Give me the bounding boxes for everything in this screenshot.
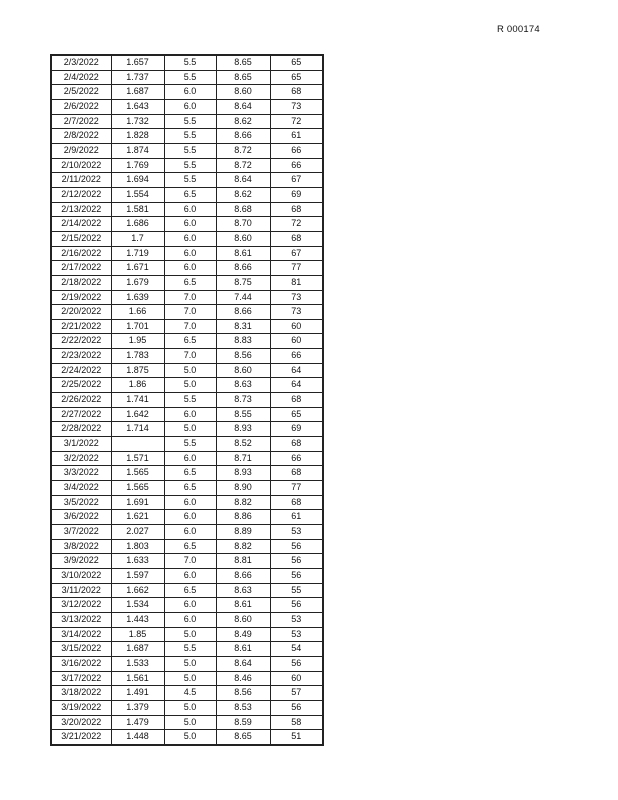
table-row: [51, 158, 323, 173]
value-c-cell: 8.70: [216, 217, 270, 232]
value-c-cell: 8.82: [216, 539, 270, 554]
value-d-cell: 72: [270, 217, 323, 232]
date-cell: 3/12/2022: [51, 598, 111, 613]
value-b-cell: 5.5: [164, 70, 216, 85]
value-c-cell: 8.72: [216, 158, 270, 173]
value-c-cell: 8.52: [216, 437, 270, 452]
value-c-cell: 8.65: [216, 70, 270, 85]
date-cell: 3/14/2022: [51, 627, 111, 642]
date-cell: 2/13/2022: [51, 202, 111, 217]
table-row: [51, 422, 323, 437]
value-c-cell: 8.68: [216, 202, 270, 217]
date-cell: 2/19/2022: [51, 290, 111, 305]
value-b-cell: 5.0: [164, 715, 216, 730]
value-d-cell: 68: [270, 495, 323, 510]
date-cell: 3/10/2022: [51, 568, 111, 583]
value-d-cell: 66: [270, 451, 323, 466]
date-cell: 3/8/2022: [51, 539, 111, 554]
value-c-cell: 8.66: [216, 568, 270, 583]
value-a-cell: 1.533: [111, 656, 164, 671]
value-c-cell: 8.59: [216, 715, 270, 730]
value-c-cell: 8.60: [216, 231, 270, 246]
value-d-cell: 73: [270, 99, 323, 114]
value-b-cell: 5.5: [164, 55, 216, 70]
value-b-cell: 6.0: [164, 261, 216, 276]
table-row: [51, 99, 323, 114]
table-body: [51, 55, 323, 745]
value-d-cell: 65: [270, 407, 323, 422]
value-c-cell: 8.64: [216, 656, 270, 671]
value-c-cell: 8.82: [216, 495, 270, 510]
value-d-cell: 69: [270, 422, 323, 437]
value-d-cell: 67: [270, 246, 323, 261]
value-c-cell: 8.62: [216, 114, 270, 129]
table-row: [51, 202, 323, 217]
value-a-cell: 1.581: [111, 202, 164, 217]
value-a-cell: 1.694: [111, 173, 164, 188]
value-a-cell: 2.027: [111, 525, 164, 540]
value-a-cell: 1.657: [111, 55, 164, 70]
value-d-cell: 66: [270, 158, 323, 173]
value-a-cell: 1.561: [111, 671, 164, 686]
table-row: [51, 686, 323, 701]
value-a-cell: 1.565: [111, 466, 164, 481]
value-a-cell: 1.621: [111, 510, 164, 525]
value-b-cell: 6.0: [164, 202, 216, 217]
value-b-cell: 6.5: [164, 466, 216, 481]
value-b-cell: 6.0: [164, 217, 216, 232]
value-b-cell: 4.5: [164, 686, 216, 701]
value-d-cell: 73: [270, 290, 323, 305]
date-cell: 3/9/2022: [51, 554, 111, 569]
value-b-cell: 6.5: [164, 481, 216, 496]
value-c-cell: 8.65: [216, 55, 270, 70]
value-b-cell: 5.5: [164, 393, 216, 408]
value-a-cell: 1.85: [111, 627, 164, 642]
table-row: [51, 275, 323, 290]
table-row: [51, 334, 323, 349]
table-row: [51, 525, 323, 540]
value-d-cell: 77: [270, 481, 323, 496]
value-c-cell: 8.72: [216, 143, 270, 158]
value-a-cell: 1.686: [111, 217, 164, 232]
date-cell: 2/9/2022: [51, 143, 111, 158]
date-cell: 2/26/2022: [51, 393, 111, 408]
table-row: [51, 129, 323, 144]
value-a-cell: 1.554: [111, 187, 164, 202]
date-cell: 2/16/2022: [51, 246, 111, 261]
value-b-cell: 6.0: [164, 495, 216, 510]
table-row: [51, 437, 323, 452]
value-c-cell: 8.66: [216, 305, 270, 320]
value-b-cell: 6.5: [164, 583, 216, 598]
date-cell: 3/11/2022: [51, 583, 111, 598]
value-a-cell: 1.732: [111, 114, 164, 129]
table-row: [51, 451, 323, 466]
date-cell: 2/25/2022: [51, 378, 111, 393]
date-cell: 3/18/2022: [51, 686, 111, 701]
date-cell: 2/18/2022: [51, 275, 111, 290]
value-a-cell: 1.643: [111, 99, 164, 114]
value-c-cell: 8.66: [216, 129, 270, 144]
date-cell: 3/6/2022: [51, 510, 111, 525]
value-a-cell: 1.741: [111, 393, 164, 408]
value-d-cell: 58: [270, 715, 323, 730]
value-d-cell: 67: [270, 173, 323, 188]
value-b-cell: 5.5: [164, 173, 216, 188]
value-c-cell: 8.81: [216, 554, 270, 569]
value-a-cell: 1.534: [111, 598, 164, 613]
value-a-cell: 1.491: [111, 686, 164, 701]
value-b-cell: 5.5: [164, 143, 216, 158]
date-cell: 3/17/2022: [51, 671, 111, 686]
value-c-cell: 8.55: [216, 407, 270, 422]
value-b-cell: 6.5: [164, 539, 216, 554]
table-row: [51, 642, 323, 657]
value-d-cell: 68: [270, 437, 323, 452]
table-row: [51, 393, 323, 408]
value-b-cell: 7.0: [164, 554, 216, 569]
value-b-cell: 7.0: [164, 305, 216, 320]
value-a-cell: 1.714: [111, 422, 164, 437]
value-a-cell: 1.737: [111, 70, 164, 85]
value-a-cell: 1.662: [111, 583, 164, 598]
value-c-cell: 8.64: [216, 173, 270, 188]
value-a-cell: 1.679: [111, 275, 164, 290]
value-c-cell: 8.53: [216, 700, 270, 715]
value-a-cell: 1.875: [111, 363, 164, 378]
value-b-cell: 6.0: [164, 246, 216, 261]
value-c-cell: 8.89: [216, 525, 270, 540]
value-b-cell: 5.5: [164, 642, 216, 657]
table-row: [51, 290, 323, 305]
value-b-cell: 6.5: [164, 187, 216, 202]
value-c-cell: 8.46: [216, 671, 270, 686]
bates-number: R 000174: [497, 24, 540, 35]
value-a-cell: 1.479: [111, 715, 164, 730]
table-row: [51, 55, 323, 70]
date-cell: 3/15/2022: [51, 642, 111, 657]
value-d-cell: 69: [270, 187, 323, 202]
value-c-cell: 8.71: [216, 451, 270, 466]
value-d-cell: 60: [270, 334, 323, 349]
value-d-cell: 53: [270, 525, 323, 540]
value-c-cell: 8.66: [216, 261, 270, 276]
value-b-cell: 5.0: [164, 627, 216, 642]
value-d-cell: 68: [270, 393, 323, 408]
value-d-cell: 68: [270, 85, 323, 100]
value-b-cell: 5.5: [164, 158, 216, 173]
value-c-cell: 8.56: [216, 349, 270, 364]
table-row: [51, 627, 323, 642]
value-d-cell: 56: [270, 568, 323, 583]
value-a-cell: 1.687: [111, 85, 164, 100]
table-row: [51, 143, 323, 158]
date-cell: 3/5/2022: [51, 495, 111, 510]
table-row: [51, 715, 323, 730]
value-b-cell: 7.0: [164, 319, 216, 334]
date-cell: 2/12/2022: [51, 187, 111, 202]
value-d-cell: 56: [270, 656, 323, 671]
value-c-cell: 8.93: [216, 422, 270, 437]
value-d-cell: 54: [270, 642, 323, 657]
value-c-cell: 8.56: [216, 686, 270, 701]
table-row: [51, 481, 323, 496]
value-d-cell: 73: [270, 305, 323, 320]
value-b-cell: 6.0: [164, 598, 216, 613]
table-row: [51, 407, 323, 422]
date-cell: 2/22/2022: [51, 334, 111, 349]
table-row: [51, 539, 323, 554]
value-c-cell: 8.62: [216, 187, 270, 202]
value-b-cell: 6.0: [164, 525, 216, 540]
value-c-cell: 8.61: [216, 246, 270, 261]
value-a-cell: 1.571: [111, 451, 164, 466]
date-cell: 2/3/2022: [51, 55, 111, 70]
table-row: [51, 656, 323, 671]
table-row: [51, 554, 323, 569]
value-b-cell: 5.0: [164, 730, 216, 745]
value-d-cell: 65: [270, 55, 323, 70]
value-d-cell: 68: [270, 231, 323, 246]
table-row: [51, 305, 323, 320]
date-cell: 3/13/2022: [51, 612, 111, 627]
value-b-cell: 6.0: [164, 510, 216, 525]
value-b-cell: 5.0: [164, 363, 216, 378]
value-c-cell: 8.60: [216, 85, 270, 100]
value-c-cell: 8.60: [216, 363, 270, 378]
value-a-cell: 1.66: [111, 305, 164, 320]
date-cell: 3/7/2022: [51, 525, 111, 540]
value-b-cell: 5.5: [164, 114, 216, 129]
value-b-cell: 6.0: [164, 568, 216, 583]
value-c-cell: 8.61: [216, 642, 270, 657]
value-d-cell: 77: [270, 261, 323, 276]
value-c-cell: 8.61: [216, 598, 270, 613]
value-d-cell: 81: [270, 275, 323, 290]
table-row: [51, 700, 323, 715]
table-row: [51, 85, 323, 100]
value-b-cell: 6.5: [164, 275, 216, 290]
date-cell: 2/20/2022: [51, 305, 111, 320]
table-row: [51, 217, 323, 232]
value-d-cell: 56: [270, 539, 323, 554]
value-c-cell: 8.64: [216, 99, 270, 114]
table-row: [51, 349, 323, 364]
value-b-cell: 6.0: [164, 99, 216, 114]
date-cell: 3/3/2022: [51, 466, 111, 481]
value-d-cell: 53: [270, 612, 323, 627]
table-row: [51, 363, 323, 378]
date-cell: 2/5/2022: [51, 85, 111, 100]
date-cell: 2/10/2022: [51, 158, 111, 173]
value-d-cell: 61: [270, 129, 323, 144]
value-b-cell: 5.0: [164, 700, 216, 715]
value-a-cell: 1.597: [111, 568, 164, 583]
date-cell: 2/17/2022: [51, 261, 111, 276]
value-b-cell: 6.0: [164, 231, 216, 246]
value-a-cell: 1.639: [111, 290, 164, 305]
value-a-cell: 1.443: [111, 612, 164, 627]
value-d-cell: 53: [270, 627, 323, 642]
value-c-cell: 8.31: [216, 319, 270, 334]
value-d-cell: 65: [270, 70, 323, 85]
value-c-cell: 8.86: [216, 510, 270, 525]
value-a-cell: 1.828: [111, 129, 164, 144]
value-b-cell: 7.0: [164, 349, 216, 364]
value-c-cell: 8.73: [216, 393, 270, 408]
value-a-cell: 1.95: [111, 334, 164, 349]
value-b-cell: 7.0: [164, 290, 216, 305]
value-a-cell: 1.379: [111, 700, 164, 715]
data-table: [50, 54, 324, 746]
date-cell: 2/28/2022: [51, 422, 111, 437]
table-row: [51, 612, 323, 627]
value-d-cell: 64: [270, 378, 323, 393]
value-c-cell: 8.60: [216, 612, 270, 627]
value-d-cell: 56: [270, 554, 323, 569]
value-c-cell: 8.49: [216, 627, 270, 642]
table-row: [51, 246, 323, 261]
table-row: [51, 568, 323, 583]
value-d-cell: 68: [270, 202, 323, 217]
value-b-cell: 5.0: [164, 671, 216, 686]
value-d-cell: 60: [270, 671, 323, 686]
date-cell: 3/1/2022: [51, 437, 111, 452]
table-row: [51, 261, 323, 276]
value-d-cell: 60: [270, 319, 323, 334]
date-cell: 2/6/2022: [51, 99, 111, 114]
value-c-cell: 8.83: [216, 334, 270, 349]
date-cell: 3/19/2022: [51, 700, 111, 715]
date-cell: 2/4/2022: [51, 70, 111, 85]
value-c-cell: 7.44: [216, 290, 270, 305]
table-row: [51, 466, 323, 481]
table-row: [51, 730, 323, 745]
value-a-cell: 1.565: [111, 481, 164, 496]
value-b-cell: 6.0: [164, 85, 216, 100]
table-row: [51, 187, 323, 202]
value-a-cell: 1.86: [111, 378, 164, 393]
table-row: [51, 173, 323, 188]
date-cell: 2/23/2022: [51, 349, 111, 364]
value-d-cell: 64: [270, 363, 323, 378]
value-b-cell: 5.0: [164, 422, 216, 437]
value-a-cell: 1.671: [111, 261, 164, 276]
value-a-cell: 1.769: [111, 158, 164, 173]
value-d-cell: 72: [270, 114, 323, 129]
value-a-cell: 1.687: [111, 642, 164, 657]
table-row: [51, 583, 323, 598]
value-d-cell: 61: [270, 510, 323, 525]
table-row: [51, 671, 323, 686]
value-d-cell: 55: [270, 583, 323, 598]
value-a-cell: 1.633: [111, 554, 164, 569]
date-cell: 2/21/2022: [51, 319, 111, 334]
table-row: [51, 495, 323, 510]
value-b-cell: 5.5: [164, 437, 216, 452]
value-b-cell: 5.0: [164, 656, 216, 671]
value-b-cell: 6.0: [164, 407, 216, 422]
table-row: [51, 598, 323, 613]
value-a-cell: 1.691: [111, 495, 164, 510]
value-c-cell: 8.65: [216, 730, 270, 745]
table-row: [51, 319, 323, 334]
value-a-cell: 1.448: [111, 730, 164, 745]
value-a-cell: [111, 437, 164, 452]
value-c-cell: 8.75: [216, 275, 270, 290]
date-cell: 3/21/2022: [51, 730, 111, 745]
value-c-cell: 8.93: [216, 466, 270, 481]
value-a-cell: 1.642: [111, 407, 164, 422]
date-cell: 2/15/2022: [51, 231, 111, 246]
value-d-cell: 56: [270, 598, 323, 613]
table-row: [51, 114, 323, 129]
date-cell: 2/11/2022: [51, 173, 111, 188]
value-d-cell: 66: [270, 349, 323, 364]
table-row: [51, 70, 323, 85]
value-c-cell: 8.90: [216, 481, 270, 496]
table-row: [51, 510, 323, 525]
date-cell: 2/24/2022: [51, 363, 111, 378]
value-c-cell: 8.63: [216, 378, 270, 393]
value-d-cell: 68: [270, 466, 323, 481]
value-a-cell: 1.701: [111, 319, 164, 334]
value-a-cell: 1.874: [111, 143, 164, 158]
value-a-cell: 1.7: [111, 231, 164, 246]
value-b-cell: 6.5: [164, 334, 216, 349]
date-cell: 3/16/2022: [51, 656, 111, 671]
value-d-cell: 51: [270, 730, 323, 745]
value-b-cell: 5.0: [164, 378, 216, 393]
value-b-cell: 6.0: [164, 612, 216, 627]
value-d-cell: 57: [270, 686, 323, 701]
value-b-cell: 5.5: [164, 129, 216, 144]
table-row: [51, 378, 323, 393]
date-cell: 2/27/2022: [51, 407, 111, 422]
date-cell: 2/7/2022: [51, 114, 111, 129]
value-a-cell: 1.803: [111, 539, 164, 554]
date-cell: 3/20/2022: [51, 715, 111, 730]
date-cell: 2/14/2022: [51, 217, 111, 232]
value-b-cell: 6.0: [164, 451, 216, 466]
value-a-cell: 1.783: [111, 349, 164, 364]
date-cell: 3/2/2022: [51, 451, 111, 466]
value-a-cell: 1.719: [111, 246, 164, 261]
date-cell: 2/8/2022: [51, 129, 111, 144]
value-d-cell: 66: [270, 143, 323, 158]
value-c-cell: 8.63: [216, 583, 270, 598]
value-d-cell: 56: [270, 700, 323, 715]
table-row: [51, 231, 323, 246]
date-cell: 3/4/2022: [51, 481, 111, 496]
